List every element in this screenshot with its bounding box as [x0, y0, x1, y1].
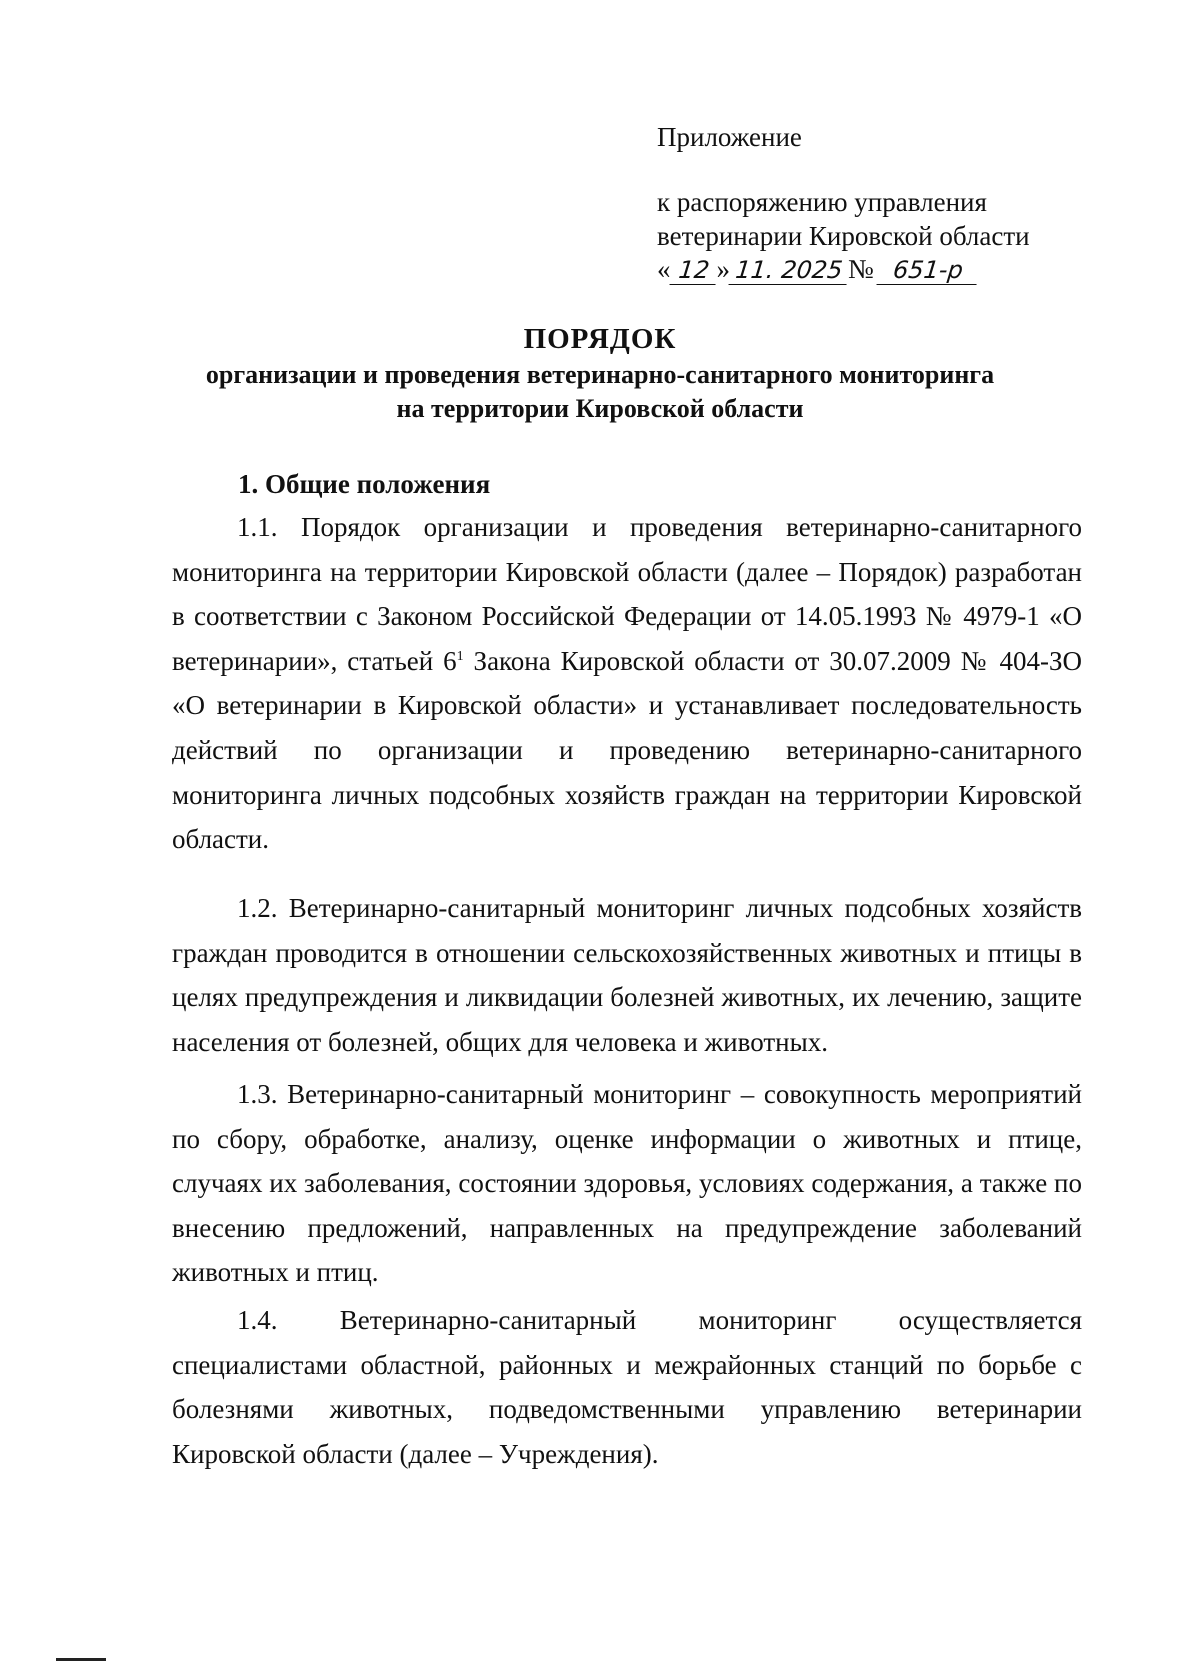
handwritten-order-number: 651-р — [876, 256, 979, 285]
handwritten-date: 11. 2025 — [728, 256, 849, 285]
paragraph-1-3: 1.3. Ветеринарно-санитарный мониторинг – совокупность мероприятий по сбору, обработке, анализу, оценке информации о животных и птице, случаях их заболевания, состоянии здоровья, условиях содержания, а также по внесению предложений, направленных на предупреждение заболеваний животных и птиц. — [172, 1079, 1082, 1288]
paragraph-1-4: 1.4. Ветеринарно-санитарный мониторинг осуществляется специалистами областной, районных и межрайонных станций по борьбе с болезнями животных, подведомственными управлению ветеринарии Кировской области (далее – Учреждения). — [172, 1305, 1082, 1469]
paragraph-1-2: 1.2. Ветеринарно-санитарный мониторинг личных подсобных хозяйств граждан проводится в отношении сельскохозяйственных животных и птицы в целях предупреждения и ликвидации болезней животных, их лечению, защите населения от болезней, общих для человека и животных. — [172, 893, 1082, 1057]
appendix-title: Приложение — [657, 122, 802, 152]
open-quote: « — [657, 254, 671, 284]
paragraph-1-1 — [172, 505, 1082, 862]
footer-line-mark — [56, 1658, 106, 1661]
appendix-order-line: к распоряжению управления — [657, 187, 987, 217]
handwritten-day: 12 — [669, 256, 718, 285]
appendix-date-number-line — [657, 252, 978, 286]
document-subtitle-line2: на территории Кировской области — [396, 394, 804, 423]
document-title: ПОРЯДОК — [523, 323, 677, 355]
section-heading: 1. Общие положения — [238, 469, 491, 499]
close-quote: » — [716, 254, 730, 284]
document-subtitle-line1: организации и проведения ветеринарно-санитарного мониторинга — [205, 360, 995, 389]
paragraph-1-1-text-b: Закона Кировской области от 30.07.2009 № 404-ЗО «О ветеринарии в Кировской области» и устанавливает последовательность действий по организации и проведению ветеринарно-санитарного мониторинга личных подсобных хозяйств граждан на территории Кировской области. — [172, 645, 1082, 855]
number-sign: № — [848, 254, 874, 284]
appendix-authority-line: ветеринарии Кировской области — [657, 221, 1030, 251]
paragraph-1-1-text-a: 1.1. Порядок организации и проведения ветеринарно-санитарного мониторинга на территории Кировской области (далее – Порядок) разработан в соответствии с Законом Российской Федерации от 14.05.1993 № 4979-1 «О ветеринарии», статьей 6 — [172, 512, 1082, 676]
document-subtitle — [0, 358, 1200, 426]
paragraph-1-1-superscript: 1 — [456, 648, 464, 664]
